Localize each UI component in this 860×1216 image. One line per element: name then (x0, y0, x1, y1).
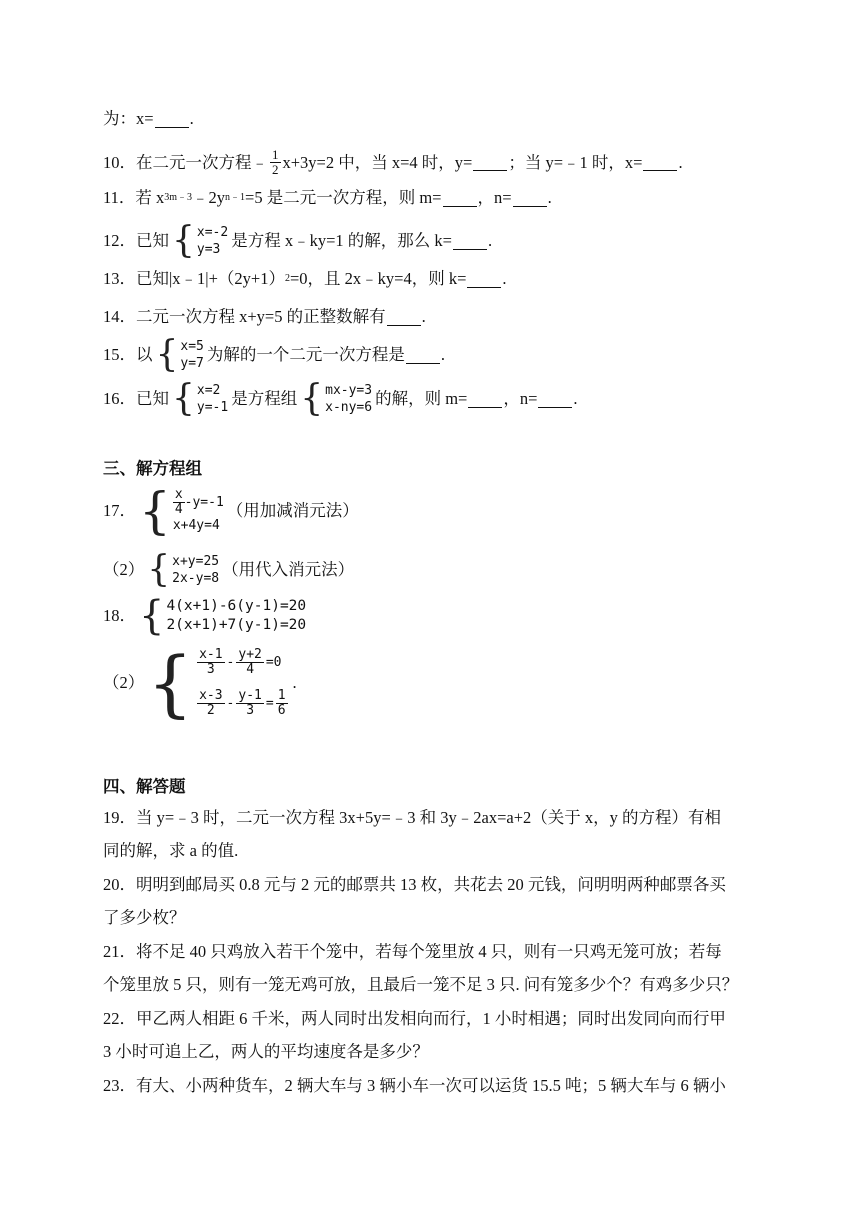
text: （2） (103, 673, 145, 692)
q19-line2: 同的解，求 a 的值. (103, 841, 239, 860)
text: 为解的一个二元一次方程是 (206, 345, 405, 364)
text: . (487, 231, 493, 250)
q9-tail (103, 108, 194, 130)
text: . (678, 152, 683, 172)
text: （用代入消元法） (222, 560, 355, 579)
text: ，n= (503, 389, 538, 408)
text: x+3y=2 中，当 x=4 时，y= (282, 152, 473, 172)
text: 13．已知|x﹣1|+（2y+1） (103, 269, 285, 288)
text: . (292, 673, 297, 692)
q22-line2: 3 小时可追上乙，两人的平均速度各是多少？ (103, 1042, 429, 1061)
q20-line1: 20．明明到邮局买 0.8 元与 2 元的邮票共 13 枚，共花去 20 元钱，问明明两种邮票各买 (103, 875, 726, 894)
q17-part2 (103, 549, 355, 590)
brace: { (139, 482, 171, 540)
text: . (440, 345, 446, 364)
equation-system: { x=5 y=7 (155, 334, 204, 375)
text: （用加减消元法） (226, 501, 359, 520)
text: 的解，则 m= (375, 389, 468, 408)
text: . (421, 307, 426, 326)
q10 (103, 148, 683, 177)
equation-system: { $\frac{x-1}{3}$ - $\frac{y+2}{4}$ =0 $\frac{x-3}{2}$ - $\frac{y-1}{3}$ = $\frac{1}{6}$ (147, 641, 286, 725)
answer-blank (443, 190, 477, 207)
q23-line1: 23．有大、小两种货车，2 辆大车与 3 辆小车一次可以运货 15.5 吨；5 辆大车与 6 辆小 (103, 1076, 726, 1095)
text: 12．已知 (103, 231, 169, 250)
text: ；当 y=﹣1 时，x= (508, 152, 643, 172)
equation-system: { mx-y=3 x-ny=6 (300, 378, 373, 419)
text: 是方程组 (231, 389, 298, 408)
q21-line2: 个笼里放 5 只，则有一笼无鸡可放，且最后一笼不足 3 只. 问有笼多少个？有鸡多少只？ (103, 975, 739, 994)
answer-blank (467, 271, 501, 288)
equation-system: { x=-2 y=3 (172, 220, 229, 261)
answer-blank (453, 233, 487, 250)
brace: { (147, 641, 194, 725)
text: =0，且 2x﹣ky=4，则 k= (289, 269, 467, 288)
text: 14．二元一次方程 x+y=5 的正整数解有 (103, 307, 386, 326)
answer-blank (468, 391, 502, 408)
section-heading-3: 三、解方程组 (103, 460, 202, 478)
text: 18． (103, 606, 136, 625)
equation-system: { 4(x+1)-6(y-1)=20 2(x+1)+7(y-1)=20 (139, 593, 307, 639)
brace: { (172, 378, 195, 419)
answer-blank (643, 154, 677, 171)
q21-line1: 21．将不足 40 只鸡放入若干个笼中，若每个笼里放 4 只，则有一只鸡无笼可放；若每 (103, 942, 722, 961)
brace: { (147, 549, 171, 590)
brace: { (172, 220, 195, 261)
q19-line1: 19．当 y=﹣3 时，二元一次方程 3x+5y=﹣3 和 3y﹣2ax=a+2（关于 x，y 的方程）有相 (103, 808, 722, 827)
equation-system: { x+y=25 2x-y=8 (147, 549, 220, 590)
answer-blank (538, 391, 572, 408)
text: ，n= (477, 188, 512, 207)
section-heading-4: 四、解答题 (103, 778, 186, 796)
answer-blank (513, 190, 547, 207)
answer-blank (473, 154, 507, 171)
text: 16．已知 (103, 389, 169, 408)
q18-part2 (103, 641, 297, 725)
text: 10．在二元一次方程﹣ (103, 152, 268, 172)
text: . (547, 188, 552, 207)
answer-blank (387, 309, 421, 326)
text: =5 是二元一次方程，则 m= (245, 188, 442, 207)
q12 (103, 220, 493, 261)
q18 (103, 593, 309, 639)
q11: 11．若 x 3m﹣3 ﹣2y n﹣1 =5 是二元一次方程，则 m= ，n= . (103, 188, 552, 207)
q20-line2: 了多少枚？ (103, 908, 186, 927)
q16 (103, 378, 578, 419)
fraction: $\frac{1}{2}$ (272, 147, 279, 177)
answer-blank (406, 347, 440, 364)
text: . (502, 269, 507, 288)
text: 15．以 (103, 345, 153, 364)
q14 (103, 306, 426, 328)
brace: { (300, 378, 324, 419)
text: 17． (103, 501, 136, 520)
equation-system: { x=2 y=-1 (172, 378, 229, 419)
q13: 13．已知|x﹣1|+（2y+1） 2 =0，且 2x﹣ky=4，则 k= . (103, 269, 507, 288)
text: . (573, 389, 578, 408)
q22-line1: 22．甲乙两人相距 6 千米，两人同时出发相向而行，1 小时相遇；同时出发同向而行甲 (103, 1009, 726, 1028)
text: . (189, 109, 194, 128)
q15 (103, 334, 446, 375)
text: 为：x= (103, 109, 154, 128)
brace: { (155, 334, 179, 375)
text: （2） (103, 560, 145, 579)
text: 是方程 x﹣ky=1 的解，那么 k= (231, 231, 452, 250)
equation-system: { $\frac{x}{4}$ -y=-1 x+4y=4 (139, 482, 224, 540)
text: ﹣2y (192, 188, 226, 207)
text: 11．若 x (103, 188, 165, 207)
answer-blank (155, 111, 189, 128)
brace: { (139, 593, 165, 639)
q17 (103, 482, 359, 540)
